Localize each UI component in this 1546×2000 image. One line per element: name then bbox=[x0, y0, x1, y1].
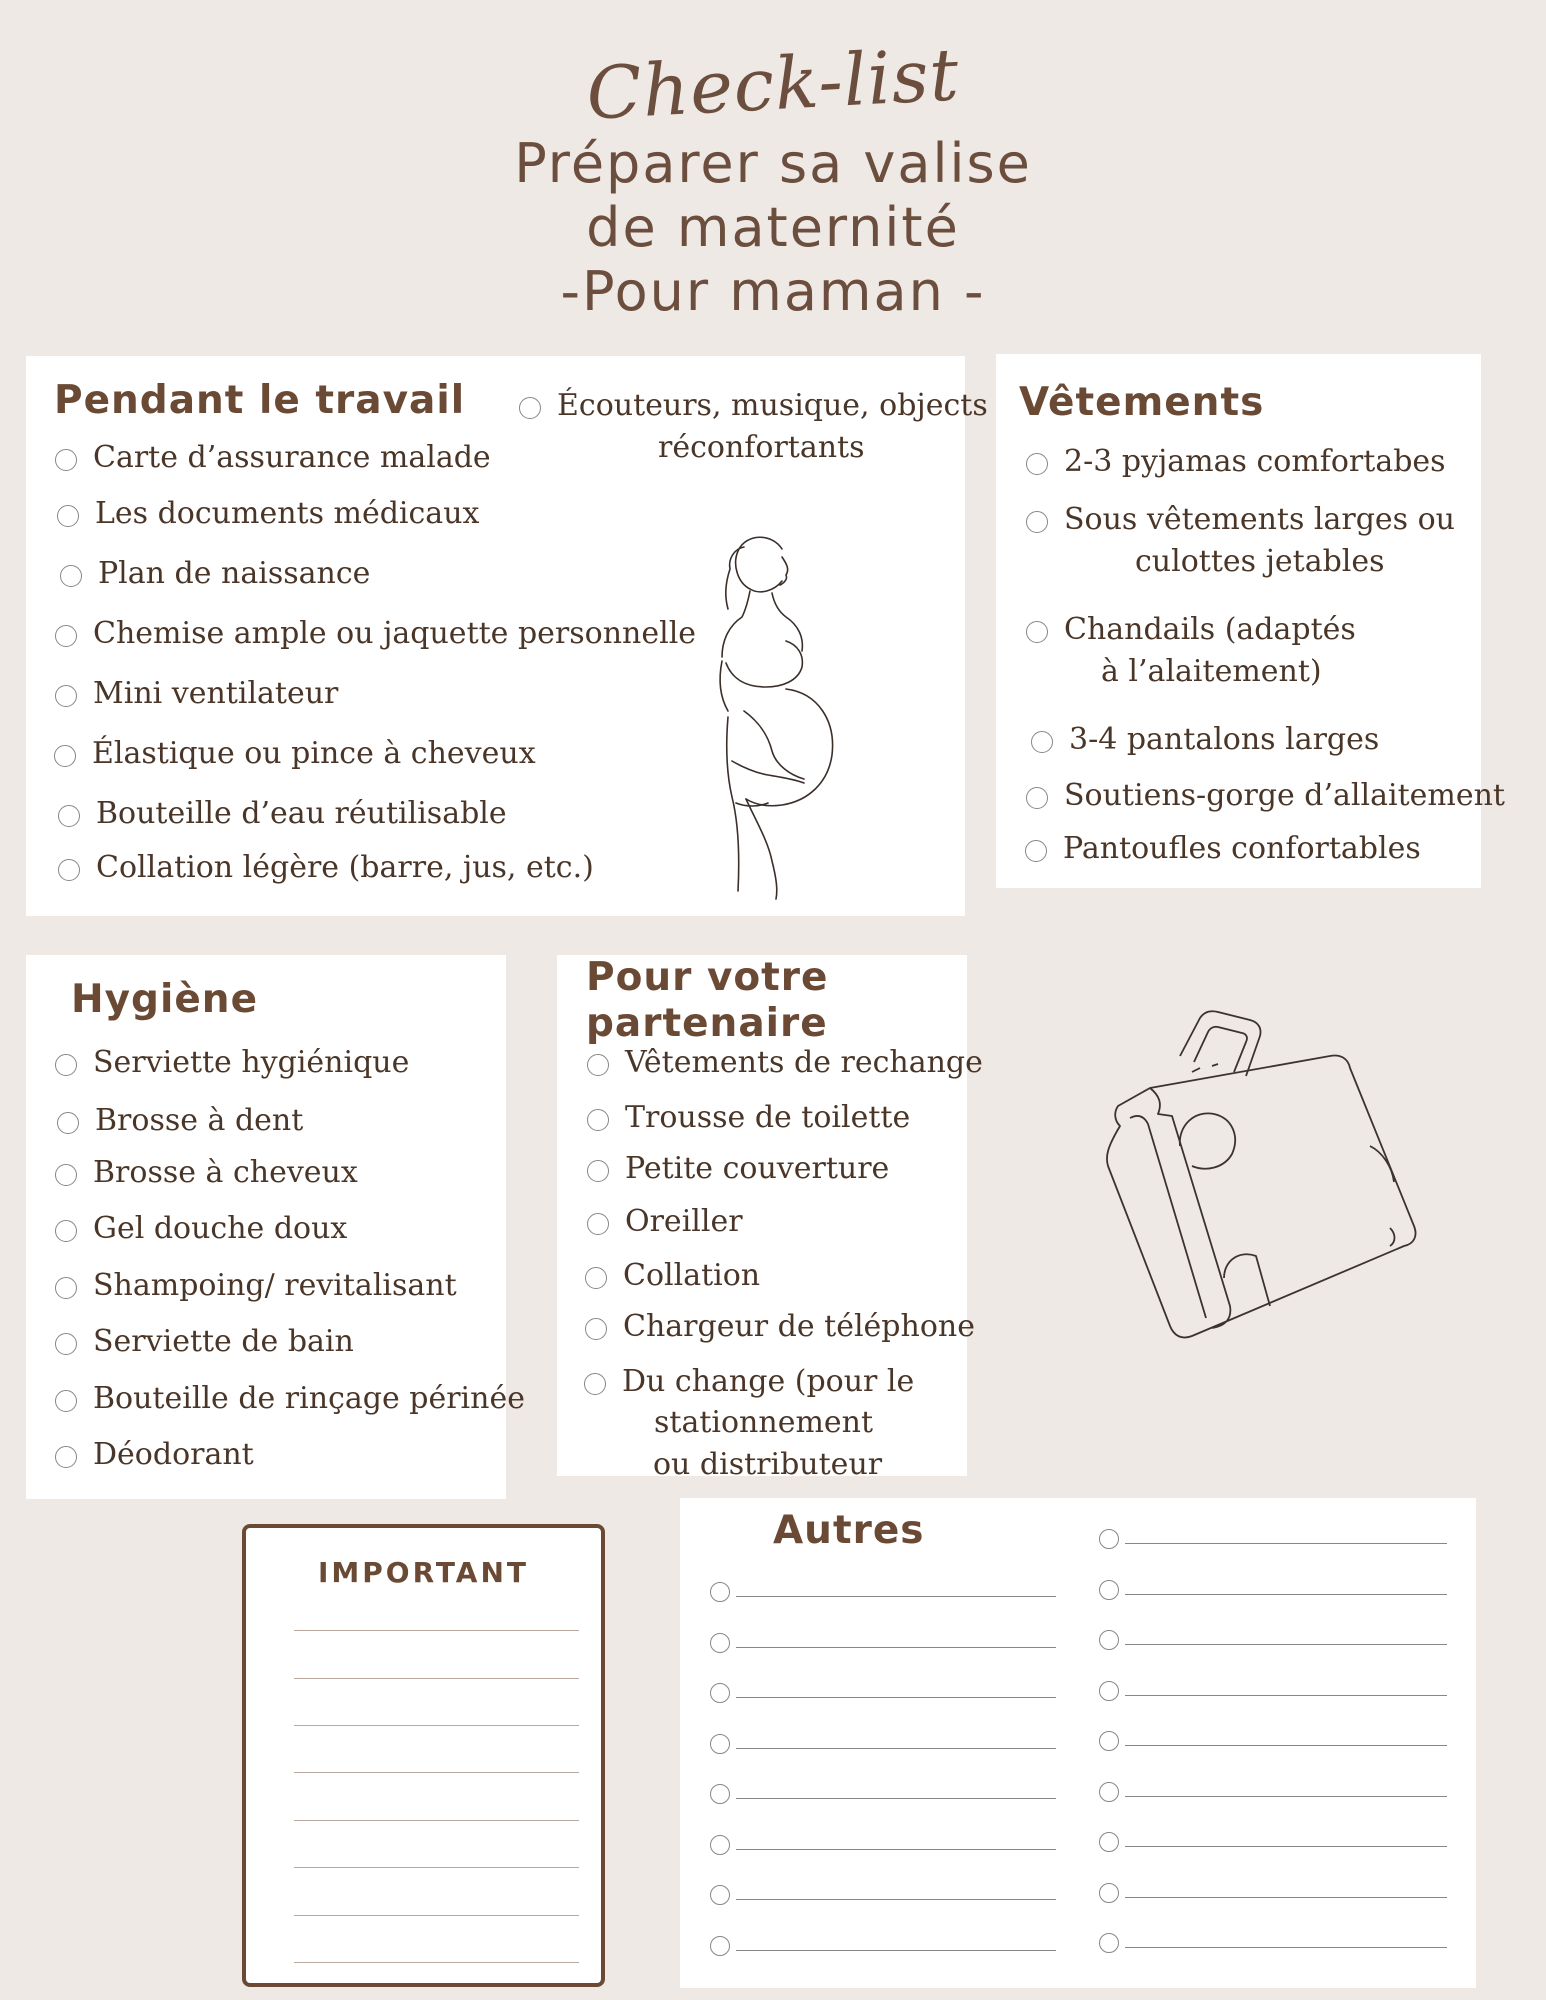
checklist-item[interactable]: Chemise ample ou jaquette personnelle bbox=[93, 614, 696, 654]
checkbox-circle[interactable] bbox=[55, 1054, 77, 1076]
checkbox-circle[interactable] bbox=[1099, 1580, 1119, 1600]
note-line[interactable] bbox=[294, 1915, 579, 1916]
checkbox-circle[interactable] bbox=[1099, 1731, 1119, 1751]
checkbox-circle[interactable] bbox=[519, 397, 541, 419]
card-travail bbox=[26, 356, 988, 916]
write-in-line[interactable] bbox=[736, 1596, 1056, 1597]
write-in-line[interactable] bbox=[736, 1647, 1056, 1648]
checkbox-circle[interactable] bbox=[1099, 1782, 1119, 1802]
checklist-item[interactable]: Oreiller bbox=[625, 1202, 743, 1242]
checkbox-circle[interactable] bbox=[584, 1373, 606, 1395]
checklist-item[interactable]: Brosse à cheveux bbox=[93, 1153, 358, 1193]
checklist-item[interactable]: Du change (pour le bbox=[622, 1362, 914, 1402]
checkbox-circle[interactable] bbox=[58, 805, 80, 827]
checkbox-circle[interactable] bbox=[1099, 1529, 1119, 1549]
checklist-item[interactable]: Gel douche doux bbox=[93, 1209, 347, 1249]
vetements-title: Vêtements bbox=[1019, 380, 1265, 425]
checkbox-circle[interactable] bbox=[1099, 1933, 1119, 1953]
checklist-item[interactable]: 2-3 pyjamas comfortabes bbox=[1064, 442, 1446, 482]
write-in-line[interactable] bbox=[736, 1899, 1056, 1900]
checklist-item[interactable]: 3-4 pantalons larges bbox=[1069, 720, 1379, 760]
pregnant-woman-illustration bbox=[686, 521, 886, 901]
travail-title: Pendant le travail bbox=[54, 378, 466, 423]
checklist-item[interactable]: Chandails (adaptés bbox=[1064, 610, 1356, 650]
checklist-item[interactable]: Trousse de toilette bbox=[625, 1098, 910, 1138]
checklist-item[interactable]: Brosse à dent bbox=[95, 1101, 303, 1141]
checkbox-circle[interactable] bbox=[1099, 1630, 1119, 1650]
autres-title: Autres bbox=[773, 1508, 925, 1553]
note-line[interactable] bbox=[294, 1962, 579, 1963]
checklist-item-extra[interactable]: Écouteurs, musique, objects bbox=[557, 386, 988, 426]
checkbox-circle[interactable] bbox=[585, 1267, 607, 1289]
checklist-item[interactable]: Bouteille de rinçage périnée bbox=[93, 1379, 525, 1419]
checkbox-circle[interactable] bbox=[585, 1318, 607, 1340]
checklist-item[interactable]: Les documents médicaux bbox=[95, 494, 479, 534]
write-in-line[interactable] bbox=[1125, 1796, 1447, 1797]
checklist-item-line3: ou distributeur bbox=[653, 1447, 883, 1482]
write-in-line[interactable] bbox=[1125, 1947, 1447, 1948]
important-title: IMPORTANT bbox=[317, 1556, 530, 1589]
write-in-line[interactable] bbox=[1125, 1543, 1447, 1544]
checkbox-circle[interactable] bbox=[1031, 731, 1053, 753]
checkbox-circle[interactable] bbox=[710, 1683, 730, 1703]
title-line-1: Préparer sa valise bbox=[514, 132, 1032, 195]
checkbox-circle[interactable] bbox=[710, 1633, 730, 1653]
write-in-line[interactable] bbox=[736, 1748, 1056, 1749]
card-autres bbox=[680, 1498, 1476, 1988]
checklist-item[interactable]: Mini ventilateur bbox=[93, 674, 338, 714]
checkbox-circle[interactable] bbox=[57, 505, 79, 527]
checkbox-circle[interactable] bbox=[710, 1734, 730, 1754]
checkbox-circle[interactable] bbox=[1099, 1681, 1119, 1701]
partenaire-title bbox=[586, 955, 829, 1047]
title-line-2: de maternité bbox=[586, 196, 960, 259]
checkbox-circle[interactable] bbox=[1026, 511, 1048, 533]
title-line-3: -Pour maman - bbox=[560, 260, 986, 323]
checklist-item[interactable]: Serviette de bain bbox=[93, 1322, 354, 1362]
checkbox-circle[interactable] bbox=[587, 1213, 609, 1235]
checklist-item[interactable]: Soutiens-gorge d’allaitement bbox=[1064, 776, 1505, 816]
checklist-item[interactable]: Shampoing/ revitalisant bbox=[93, 1266, 457, 1306]
checklist-item[interactable]: Pantoufles confortables bbox=[1063, 829, 1421, 869]
checkbox-circle[interactable] bbox=[58, 859, 80, 881]
checkbox-circle[interactable] bbox=[710, 1936, 730, 1956]
checkbox-circle[interactable] bbox=[55, 1164, 77, 1186]
card-hygiene bbox=[26, 955, 525, 1499]
checklist-item-extra-line2: réconfortants bbox=[658, 430, 865, 465]
write-in-line[interactable] bbox=[1125, 1846, 1447, 1847]
write-in-line[interactable] bbox=[736, 1950, 1056, 1951]
checkbox-circle[interactable] bbox=[55, 685, 77, 707]
checkbox-circle[interactable] bbox=[55, 1446, 77, 1468]
note-line[interactable] bbox=[294, 1678, 579, 1679]
checklist-item[interactable]: Sous vêtements larges ou bbox=[1064, 500, 1455, 540]
write-in-line[interactable] bbox=[736, 1697, 1056, 1698]
write-in-line[interactable] bbox=[1125, 1644, 1447, 1645]
checklist-item[interactable]: Déodorant bbox=[93, 1435, 254, 1475]
card-partenaire bbox=[557, 955, 983, 1482]
checklist-item[interactable]: Petite couverture bbox=[625, 1149, 889, 1189]
page-title bbox=[0, 132, 1546, 324]
checklist-item[interactable]: Bouteille d’eau réutilisable bbox=[96, 794, 507, 834]
checklist-item[interactable]: Chargeur de téléphone bbox=[623, 1307, 975, 1347]
checkbox-circle[interactable] bbox=[1099, 1832, 1119, 1852]
checklist-item[interactable]: Collation bbox=[623, 1256, 760, 1296]
checkbox-circle[interactable] bbox=[1026, 453, 1048, 475]
checkbox-circle[interactable] bbox=[55, 1333, 77, 1355]
checkbox-circle[interactable] bbox=[54, 745, 76, 767]
checkbox-circle[interactable] bbox=[587, 1109, 609, 1131]
checkbox-circle[interactable] bbox=[1099, 1883, 1119, 1903]
checkbox-circle[interactable] bbox=[55, 1220, 77, 1242]
note-line[interactable] bbox=[294, 1772, 579, 1773]
checkbox-circle[interactable] bbox=[55, 449, 77, 471]
checkbox-circle[interactable] bbox=[55, 625, 77, 647]
note-line[interactable] bbox=[294, 1867, 579, 1868]
suitcase-illustration bbox=[1100, 1006, 1420, 1346]
important-notes-box[interactable] bbox=[242, 1524, 605, 1987]
write-in-line[interactable] bbox=[736, 1849, 1056, 1850]
checkbox-circle[interactable] bbox=[1025, 840, 1047, 862]
checkbox-circle[interactable] bbox=[1026, 621, 1048, 643]
checkbox-circle[interactable] bbox=[55, 1277, 77, 1299]
partenaire-title-line1: Pour votre bbox=[586, 955, 829, 1000]
hygiene-title: Hygiène bbox=[71, 977, 259, 1022]
checklist-item[interactable]: Collation légère (barre, jus, etc.) bbox=[96, 848, 594, 888]
note-line[interactable] bbox=[294, 1820, 579, 1821]
checklist-item-line2: stationnement bbox=[654, 1405, 874, 1440]
note-line[interactable] bbox=[294, 1630, 579, 1631]
checkbox-circle[interactable] bbox=[710, 1582, 730, 1602]
checklist-item[interactable]: Plan de naissance bbox=[98, 554, 370, 594]
checkbox-circle[interactable] bbox=[55, 1390, 77, 1412]
checklist-item[interactable]: Serviette hygiénique bbox=[93, 1043, 409, 1083]
checkbox-circle[interactable] bbox=[1026, 787, 1048, 809]
write-in-line[interactable] bbox=[736, 1798, 1056, 1799]
partenaire-title-line2: partenaire bbox=[586, 1001, 828, 1046]
checklist-item-line2: à l’alaitement) bbox=[1101, 654, 1322, 689]
checklist-item[interactable]: Carte d’assurance malade bbox=[93, 438, 491, 478]
checklist-item-line2: culottes jetables bbox=[1135, 544, 1385, 579]
card-vetements bbox=[996, 354, 1505, 888]
write-in-line[interactable] bbox=[1125, 1594, 1447, 1595]
write-in-line[interactable] bbox=[1125, 1695, 1447, 1696]
checkbox-circle[interactable] bbox=[587, 1054, 609, 1076]
note-line[interactable] bbox=[294, 1725, 579, 1726]
checkbox-circle[interactable] bbox=[60, 565, 82, 587]
checkbox-circle[interactable] bbox=[57, 1112, 79, 1134]
checkbox-circle[interactable] bbox=[710, 1885, 730, 1905]
checkbox-circle[interactable] bbox=[710, 1784, 730, 1804]
write-in-line[interactable] bbox=[1125, 1897, 1447, 1898]
checkbox-circle[interactable] bbox=[587, 1160, 609, 1182]
write-in-line[interactable] bbox=[1125, 1745, 1447, 1746]
script-title: Check-list bbox=[584, 32, 962, 136]
checkbox-circle[interactable] bbox=[710, 1835, 730, 1855]
checklist-item[interactable]: Élastique ou pince à cheveux bbox=[92, 734, 536, 774]
checklist-item[interactable]: Vêtements de rechange bbox=[625, 1043, 983, 1083]
